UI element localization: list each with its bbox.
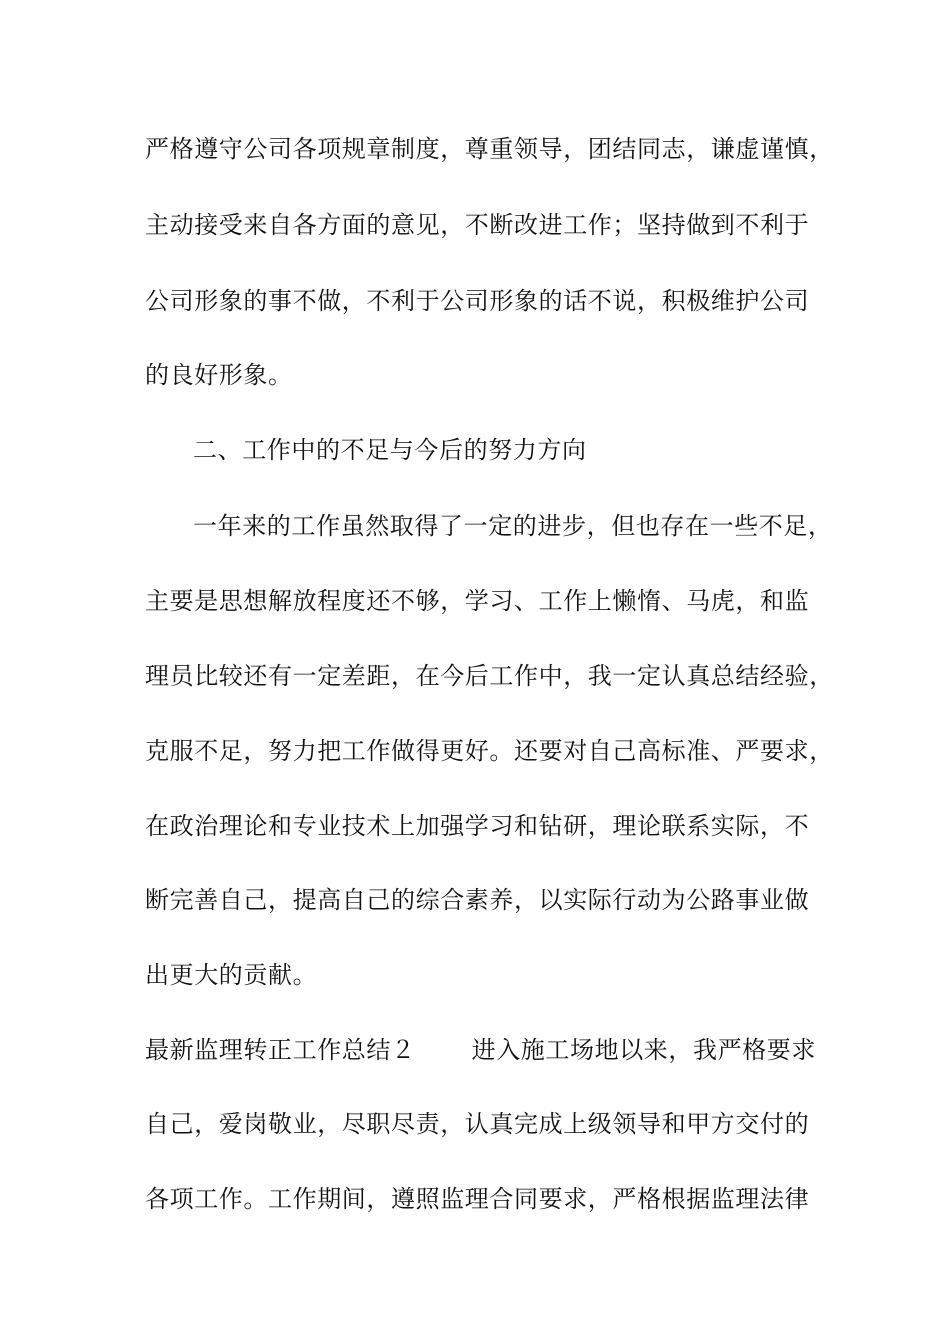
text-line: 各项工作。工作期间，遵照监理合同要求，严格根据监理法律 xyxy=(145,1185,810,1213)
text-line: 公司形象的事不做，不利于公司形象的话不说，积极维护公司 xyxy=(145,287,810,315)
text-line: 在政治理论和专业技术上加强学习和钻研，理论联系实际，不 xyxy=(145,812,810,840)
text-line: 自己，爱岗敬业，尽职尽责，认真完成上级领导和甲方交付的 xyxy=(145,1110,810,1138)
document-title: 最新监理转正工作总结２ xyxy=(145,1036,416,1064)
text-line: 理员比较还有一定差距，在今后工作中，我一定认真总结经验， xyxy=(145,662,834,690)
text-line: 的良好形象。 xyxy=(145,361,293,389)
text-line: 出更大的贡献。 xyxy=(145,961,318,989)
text-line: 主动接受来自各方面的意见，不断改进工作；坚持做到不利于 xyxy=(145,211,810,239)
text-line: 进入施工场地以来，我严格要求 xyxy=(471,1036,817,1064)
document-title-line xyxy=(145,1030,825,1070)
section-heading: 二、工作中的不足与今后的努力方向 xyxy=(193,436,587,464)
text-line: 严格遵守公司各项规章制度，尊重领导，团结同志，谦虚谨慎， xyxy=(145,135,834,163)
text-line: 断完善自己，提高自己的综合素养，以实际行动为公路事业做 xyxy=(145,886,810,914)
text-line: 一年来的工作虽然取得了一定的进步，但也存在一些不足， xyxy=(193,512,833,540)
text-line: 克服不足，努力把工作做得更好。还要对自己高标准、严要求， xyxy=(145,737,834,765)
text-line: 主要是思想解放程度还不够，学习、工作上懒惰、马虎，和监 xyxy=(145,587,810,615)
